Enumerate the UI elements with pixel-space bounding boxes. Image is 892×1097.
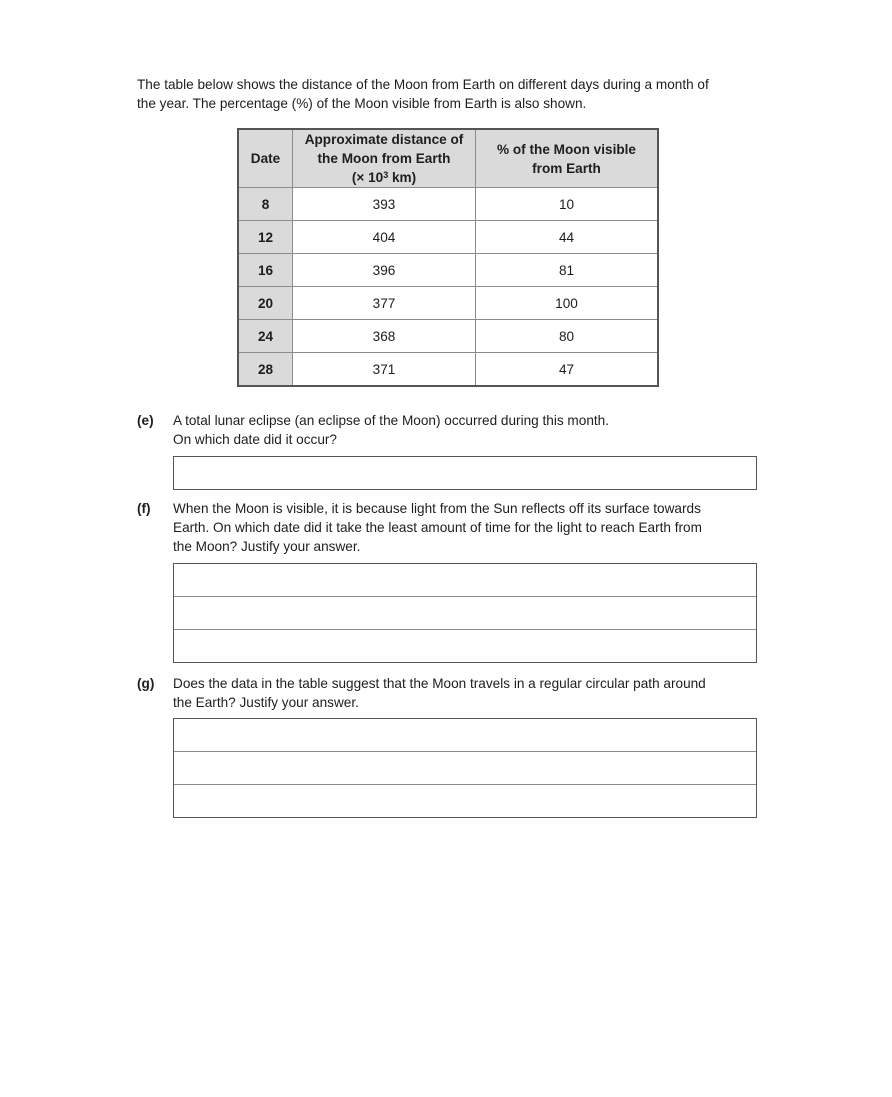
percent-cell: 81: [476, 254, 659, 287]
question-g-label: (g): [137, 676, 155, 691]
question-f-label: (f): [137, 501, 151, 516]
header-percent-line-2: from Earth: [532, 160, 601, 176]
question-g: [137, 674, 757, 714]
intro-line-2: the year. The percentage (%) of the Moon visible from Earth is also shown.: [137, 96, 587, 111]
table-row: [238, 287, 658, 320]
question-f-line-1: When the Moon is visible, it is because light from the Sun reflects off its surface towards: [173, 501, 701, 516]
distance-cell: 396: [293, 254, 476, 287]
header-distance: [293, 129, 476, 188]
table-row: [238, 221, 658, 254]
answer-box-e[interactable]: [173, 456, 757, 490]
answer-line[interactable]: [174, 752, 756, 785]
question-e-label: (e): [137, 413, 154, 428]
question-g-line-2: the Earth? Justify your answer.: [173, 695, 359, 710]
intro-line-1: The table below shows the distance of the Moon from Earth on different days during a month of: [137, 77, 709, 92]
question-f: [137, 499, 757, 559]
distance-cell: 368: [293, 320, 476, 353]
header-distance-line-2: the Moon from Earth: [317, 151, 451, 166]
header-percent-line-1: % of the Moon visible: [497, 141, 636, 157]
percent-cell: 47: [476, 353, 659, 387]
date-cell: 24: [238, 320, 293, 353]
answer-line[interactable]: [174, 457, 756, 489]
answer-line[interactable]: [174, 564, 756, 597]
question-e-text: [173, 411, 763, 449]
question-f-text: [173, 499, 763, 556]
table-row: [238, 254, 658, 287]
question-g-line-1: Does the data in the table suggest that the Moon travels in a regular circular path around: [173, 676, 706, 691]
table-header-row: [238, 129, 658, 188]
question-e: [137, 411, 757, 451]
answer-box-f[interactable]: [173, 563, 757, 663]
percent-cell: 10: [476, 188, 659, 221]
moon-distance-table: [237, 128, 659, 387]
answer-box-g[interactable]: [173, 718, 757, 818]
table-row: [238, 188, 658, 221]
percent-cell: 44: [476, 221, 659, 254]
date-cell: 20: [238, 287, 293, 320]
percent-cell: 80: [476, 320, 659, 353]
distance-cell: 393: [293, 188, 476, 221]
answer-line[interactable]: [174, 785, 756, 817]
answer-line[interactable]: [174, 597, 756, 630]
intro-paragraph: [137, 75, 777, 113]
header-distance-unit: (× $10^3$ km): [351, 170, 417, 185]
date-cell: 8: [238, 188, 293, 221]
table-row: [238, 320, 658, 353]
answer-line[interactable]: [174, 630, 756, 662]
question-g-text: [173, 674, 763, 712]
header-date: Date: [238, 129, 293, 188]
date-cell: 16: [238, 254, 293, 287]
header-percent: [476, 129, 659, 188]
distance-cell: 404: [293, 221, 476, 254]
question-f-line-2: Earth. On which date did it take the least amount of time for the light to reach Earth from: [173, 520, 702, 535]
answer-line[interactable]: [174, 719, 756, 752]
date-cell: 12: [238, 221, 293, 254]
distance-cell: 371: [293, 353, 476, 387]
date-cell: 28: [238, 353, 293, 387]
header-distance-line-1: Approximate distance of: [304, 132, 464, 147]
table-row: [238, 353, 658, 387]
question-e-line-1: A total lunar eclipse (an eclipse of the Moon) occurred during this month.: [173, 413, 609, 428]
question-f-line-3: the Moon? Justify your answer.: [173, 539, 361, 554]
distance-cell: 377: [293, 287, 476, 320]
percent-cell: 100: [476, 287, 659, 320]
question-e-line-2: On which date did it occur?: [173, 432, 337, 447]
